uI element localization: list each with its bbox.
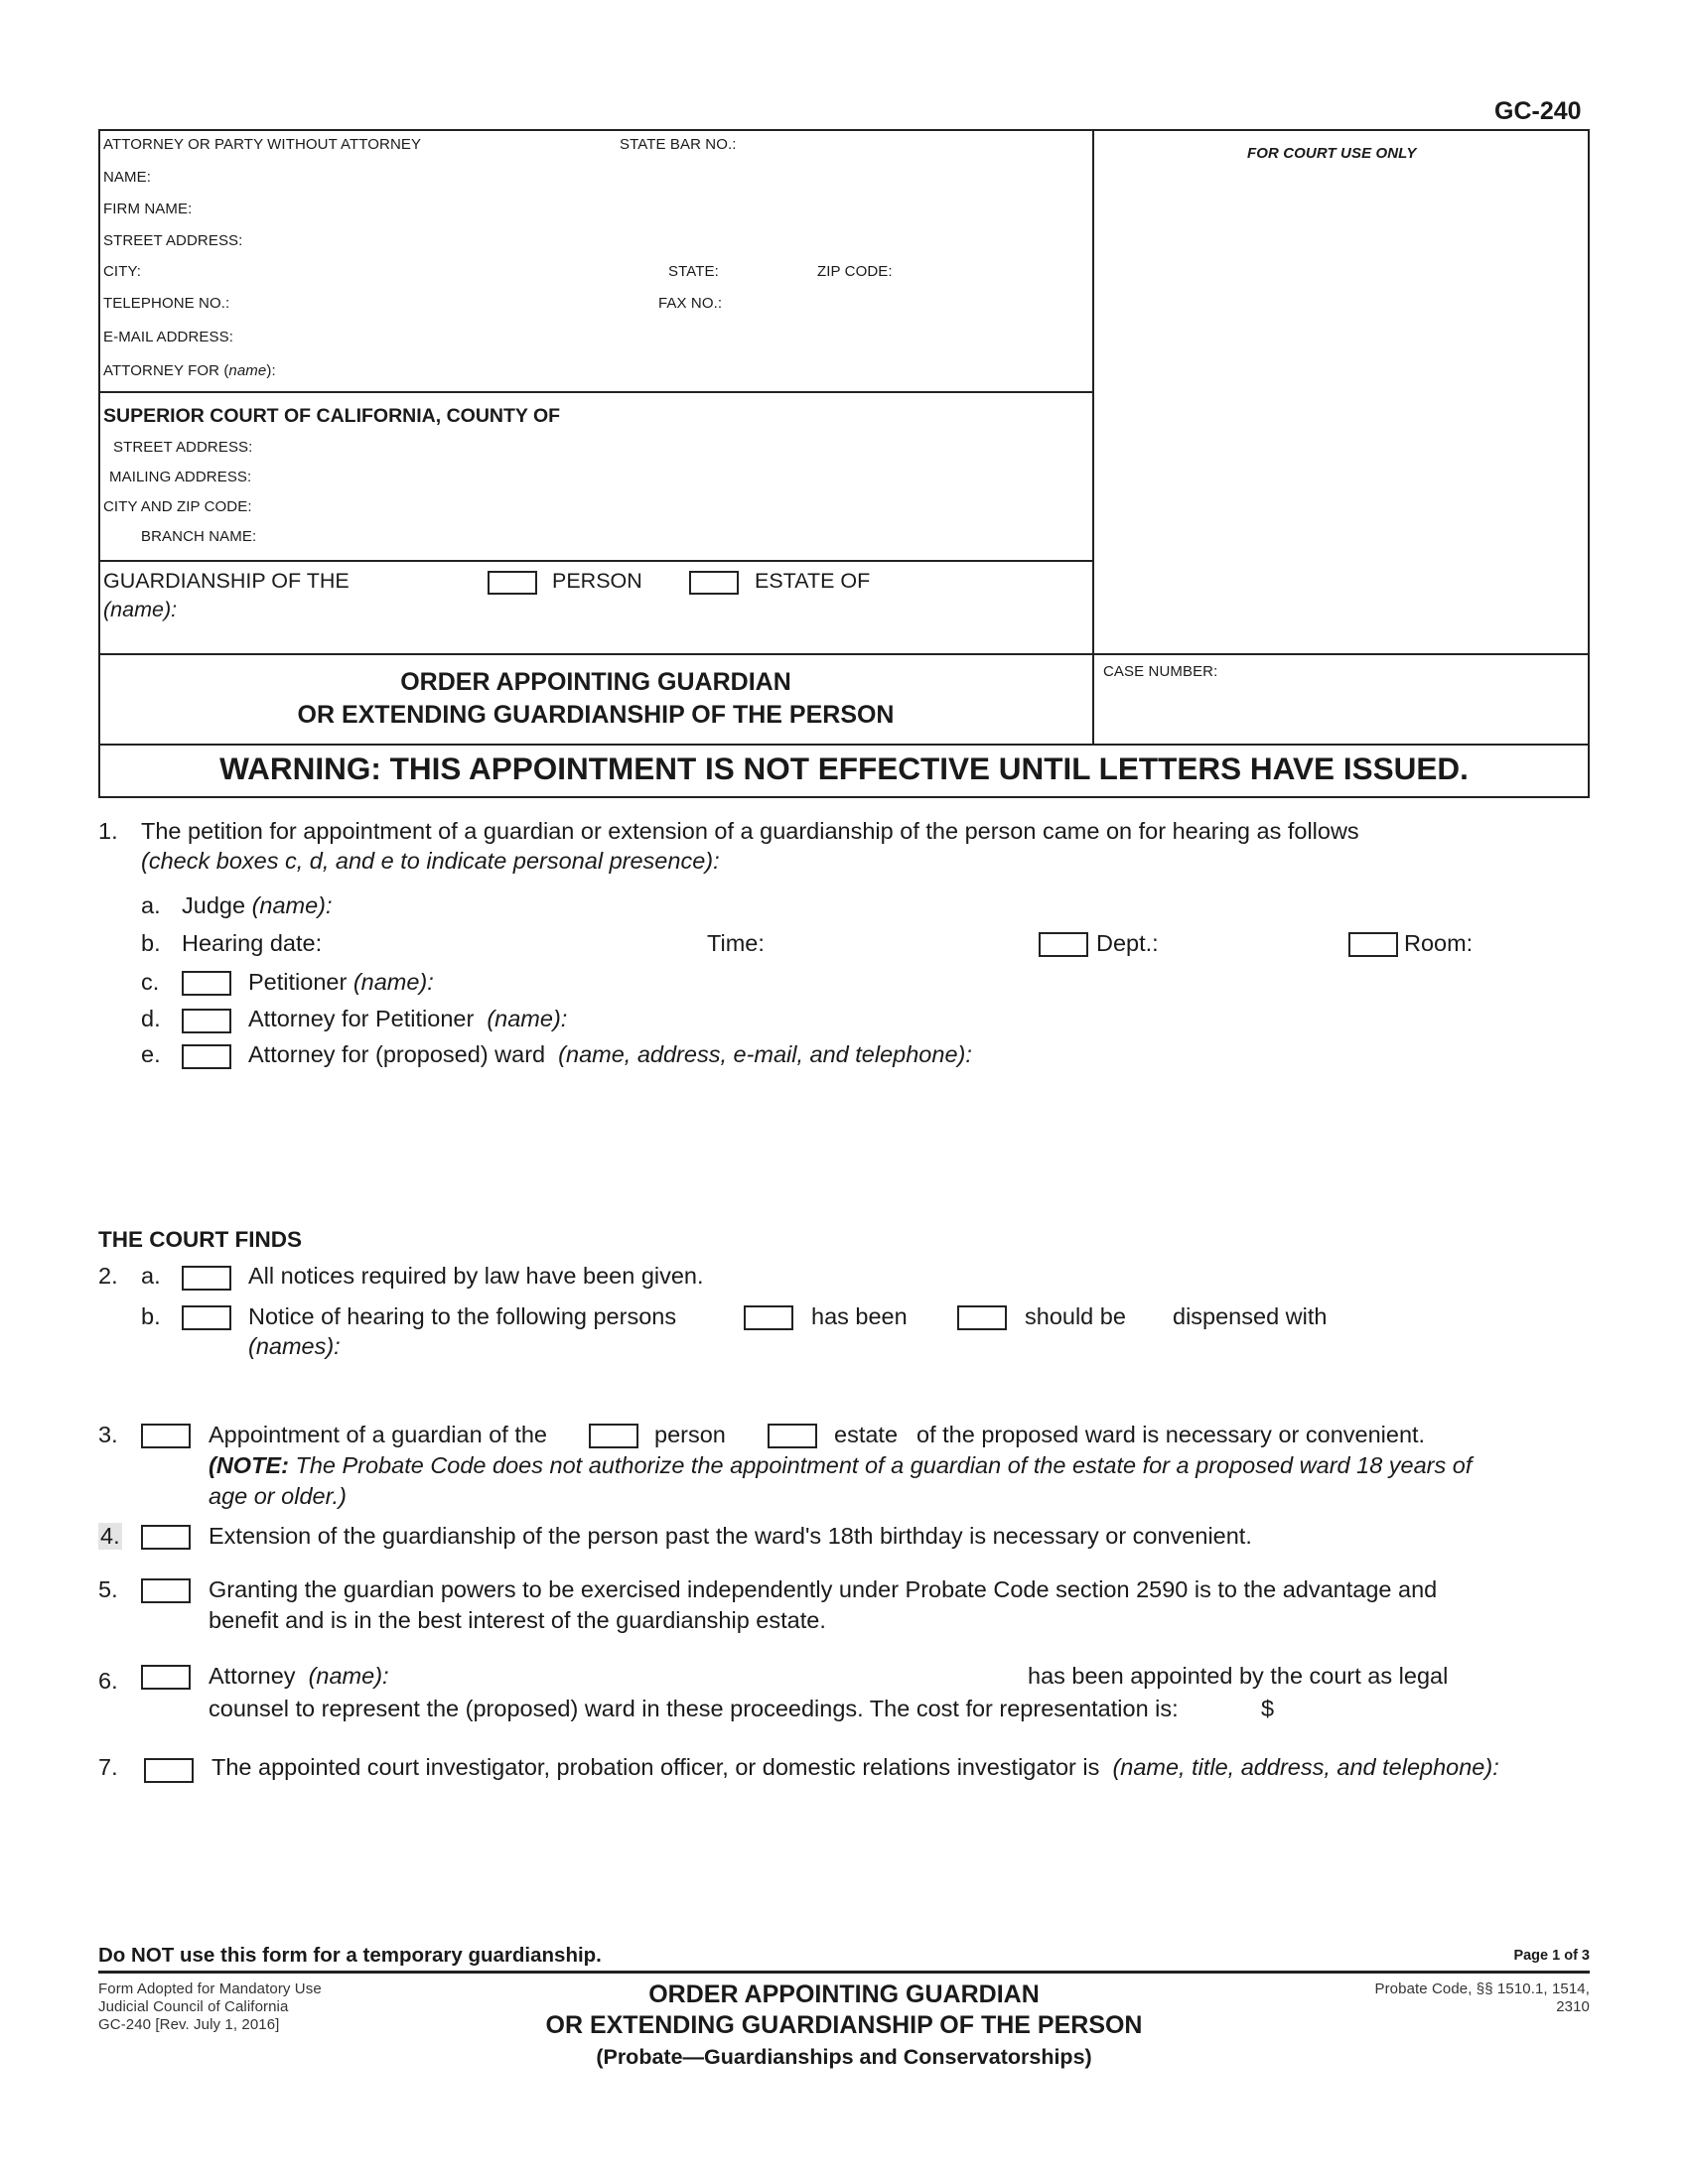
item1-text: The petition for appointment of a guardian or extension of a guardianship of the person came on for hearing as follows: [141, 818, 1359, 844]
item7-note: (name, title, address, and telephone):: [1112, 1754, 1499, 1780]
attorney-for-label: [103, 362, 276, 379]
item1-note: (check boxes c, d, and e to indicate personal presence):: [141, 848, 720, 874]
item1b-letter: b.: [141, 930, 161, 956]
petitioner-label: Petitioner: [248, 969, 348, 995]
court-finds-heading: THE COURT FINDS: [98, 1227, 302, 1252]
item5-line1: Granting the guardian powers to be exercised independently under Probate Code section 2590 is to the advantage and: [209, 1576, 1438, 1602]
attorney-petitioner-label: Attorney for Petitioner: [248, 1006, 475, 1031]
email-label: E-MAIL ADDRESS:: [103, 329, 233, 345]
court-use-only: FOR COURT USE ONLY: [1247, 145, 1417, 162]
item4-checkbox[interactable]: [141, 1525, 191, 1550]
room-label: Room:: [1404, 930, 1474, 956]
line-court-guardianship: [98, 560, 1093, 562]
case-number-label: CASE NUMBER:: [1103, 663, 1218, 680]
item7-main: The appointed court investigator, probation officer, or domestic relations investigator is: [211, 1754, 1100, 1780]
attorney-for-name: name: [228, 362, 267, 379]
should-be-label: should be: [1025, 1303, 1126, 1329]
guardian-estate-checkbox[interactable]: [768, 1424, 817, 1448]
item7-checkbox[interactable]: [144, 1758, 194, 1783]
item2-num: 2.: [98, 1263, 118, 1289]
attorney-ward-label: Attorney for (proposed) ward: [248, 1041, 546, 1067]
name-label: NAME:: [103, 169, 152, 186]
judge-name: (name):: [251, 892, 333, 918]
street-label: STREET ADDRESS:: [103, 232, 243, 249]
dept-checkbox[interactable]: [1039, 932, 1088, 957]
attorney-ward-name: (name, address, e-mail, and telephone):: [558, 1041, 972, 1067]
code-line2: 2310: [1556, 1998, 1590, 2015]
item6-name: (name):: [308, 1663, 389, 1689]
state-bar-label: STATE BAR NO.:: [620, 136, 737, 153]
footer-title2: OR EXTENDING GUARDIANSHIP OF THE PERSON: [545, 2011, 1143, 2039]
header-divider: [1092, 129, 1094, 745]
court-title: SUPERIOR COURT OF CALIFORNIA, COUNTY OF: [103, 405, 561, 427]
fax-label: FAX NO.:: [658, 295, 723, 312]
item4-num: 4.: [100, 1523, 120, 1549]
person-checkbox[interactable]: [488, 571, 537, 595]
time-label: Time:: [707, 930, 765, 956]
telephone-label: TELEPHONE NO.:: [103, 295, 230, 312]
footer-rule: [98, 1971, 1590, 1974]
item1a-label: [182, 892, 333, 919]
item3-text1: Appointment of a guardian of the: [209, 1422, 547, 1447]
guardian-person-checkbox[interactable]: [589, 1424, 638, 1448]
page-number: Page 1 of 3: [1513, 1948, 1590, 1964]
item6-checkbox[interactable]: [141, 1665, 191, 1690]
item3-text2: of the proposed ward is necessary or convenient.: [916, 1422, 1426, 1447]
room-checkbox[interactable]: [1348, 932, 1398, 957]
should-be-checkbox[interactable]: [957, 1305, 1007, 1330]
city-label: CITY:: [103, 263, 142, 280]
guardian-person-label: person: [654, 1422, 726, 1447]
item1a-letter: a.: [141, 892, 161, 918]
hearing-date-label: Hearing date:: [182, 930, 323, 956]
item1d-letter: d.: [141, 1006, 161, 1031]
attorney-for-prefix: ATTORNEY FOR (: [103, 362, 229, 379]
item7-text: [211, 1754, 1499, 1781]
item4-text: Extension of the guardianship of the person past the ward's 18th birthday is necessary or convenient.: [209, 1523, 1252, 1549]
do-not-use: Do NOT use this form for a temporary guardianship.: [98, 1944, 602, 1967]
zip-label: ZIP CODE:: [817, 263, 893, 280]
item3-note: [209, 1452, 1472, 1479]
notices-given-text: All notices required by law have been given.: [248, 1263, 704, 1289]
item6-appointed: has been appointed by the court as legal: [1028, 1663, 1449, 1689]
line-warning: [98, 744, 1590, 746]
court-city-zip: CITY AND ZIP CODE:: [103, 498, 252, 515]
item1c-letter: c.: [141, 969, 160, 995]
court-street: STREET ADDRESS:: [113, 439, 253, 456]
item3-num: 3.: [98, 1422, 118, 1447]
petitioner-checkbox[interactable]: [182, 971, 231, 996]
has-been-label: has been: [811, 1303, 908, 1329]
item6-label: [209, 1663, 389, 1690]
item5-line2: benefit and is in the best interest of the guardianship estate.: [209, 1607, 826, 1633]
guardian-estate-label: estate: [834, 1422, 899, 1447]
line-attorney-court: [98, 391, 1093, 393]
notice-hearing-checkbox[interactable]: [182, 1305, 231, 1330]
item6-line2: counsel to represent the (proposed) ward in these proceedings. The cost for representation is:: [209, 1696, 1179, 1721]
court-branch: BRANCH NAME:: [141, 528, 257, 545]
adopted-line1: Form Adopted for Mandatory Use: [98, 1980, 322, 1997]
estate-of-label: ESTATE OF: [755, 569, 871, 593]
attorney-for-suffix: ):: [266, 362, 276, 379]
judge-label: Judge: [182, 892, 246, 918]
footer-title3: (Probate—Guardianships and Conservatorships): [596, 2045, 1092, 2069]
guardianship-name: (name):: [103, 598, 178, 621]
petitioner-name: (name):: [352, 969, 434, 995]
estate-checkbox[interactable]: [689, 571, 739, 595]
title-line1: ORDER APPOINTING GUARDIAN: [400, 668, 791, 696]
item5-checkbox[interactable]: [141, 1578, 191, 1603]
attorney-ward-checkbox[interactable]: [182, 1044, 231, 1069]
court-mailing: MAILING ADDRESS:: [109, 469, 252, 485]
item1-num: 1.: [98, 818, 118, 844]
title-line2: OR EXTENDING GUARDIANSHIP OF THE PERSON: [297, 701, 895, 729]
item5-num: 5.: [98, 1576, 118, 1602]
item1c-label: [248, 969, 434, 996]
attorney-petitioner-checkbox[interactable]: [182, 1009, 231, 1033]
has-been-checkbox[interactable]: [744, 1305, 793, 1330]
adopted-line3: GC-240 [Rev. July 1, 2016]: [98, 2016, 280, 2033]
warning-text: WARNING: THIS APPOINTMENT IS NOT EFFECTIVE UNTIL LETTERS HAVE ISSUED.: [219, 751, 1469, 786]
item3-note-line2: age or older.): [209, 1483, 347, 1509]
item2b-letter: b.: [141, 1303, 161, 1329]
item1d-label: [248, 1006, 567, 1032]
item6-dollar: $: [1261, 1696, 1275, 1721]
person-label: PERSON: [552, 569, 642, 593]
item1e-letter: e.: [141, 1041, 161, 1067]
form-id: GC-240: [1494, 97, 1582, 125]
attorney-petitioner-name: (name):: [487, 1006, 568, 1031]
item6-attorney: Attorney: [209, 1663, 296, 1689]
attorney-label: ATTORNEY OR PARTY WITHOUT ATTORNEY: [103, 136, 422, 153]
note-bold: (NOTE:: [209, 1452, 289, 1478]
note-rest: The Probate Code does not authorize the appointment of a guardian of the estate for a proposed ward 18 years of: [288, 1452, 1473, 1478]
dept-label: Dept.:: [1096, 930, 1159, 956]
footer-title1: ORDER APPOINTING GUARDIAN: [648, 1980, 1040, 2008]
notice-names: (names):: [248, 1333, 341, 1359]
adopted-line2: Judicial Council of California: [98, 1998, 289, 2015]
item2a-letter: a.: [141, 1263, 161, 1289]
line-title: [98, 653, 1590, 655]
state-label: STATE:: [668, 263, 719, 280]
notices-given-checkbox[interactable]: [182, 1266, 231, 1291]
item3-checkbox[interactable]: [141, 1424, 191, 1448]
header-frame: [98, 129, 1590, 798]
firm-label: FIRM NAME:: [103, 201, 193, 217]
code-line1: Probate Code, §§ 1510.1, 1514,: [1374, 1980, 1590, 1997]
item7-num: 7.: [98, 1754, 118, 1780]
guardianship-of-the: GUARDIANSHIP OF THE: [103, 569, 350, 593]
notice-hearing-text: Notice of hearing to the following persons: [248, 1303, 677, 1329]
item6-num: 6.: [98, 1668, 118, 1694]
dispensed-label: dispensed with: [1173, 1303, 1328, 1329]
item1e-label: [248, 1041, 972, 1068]
